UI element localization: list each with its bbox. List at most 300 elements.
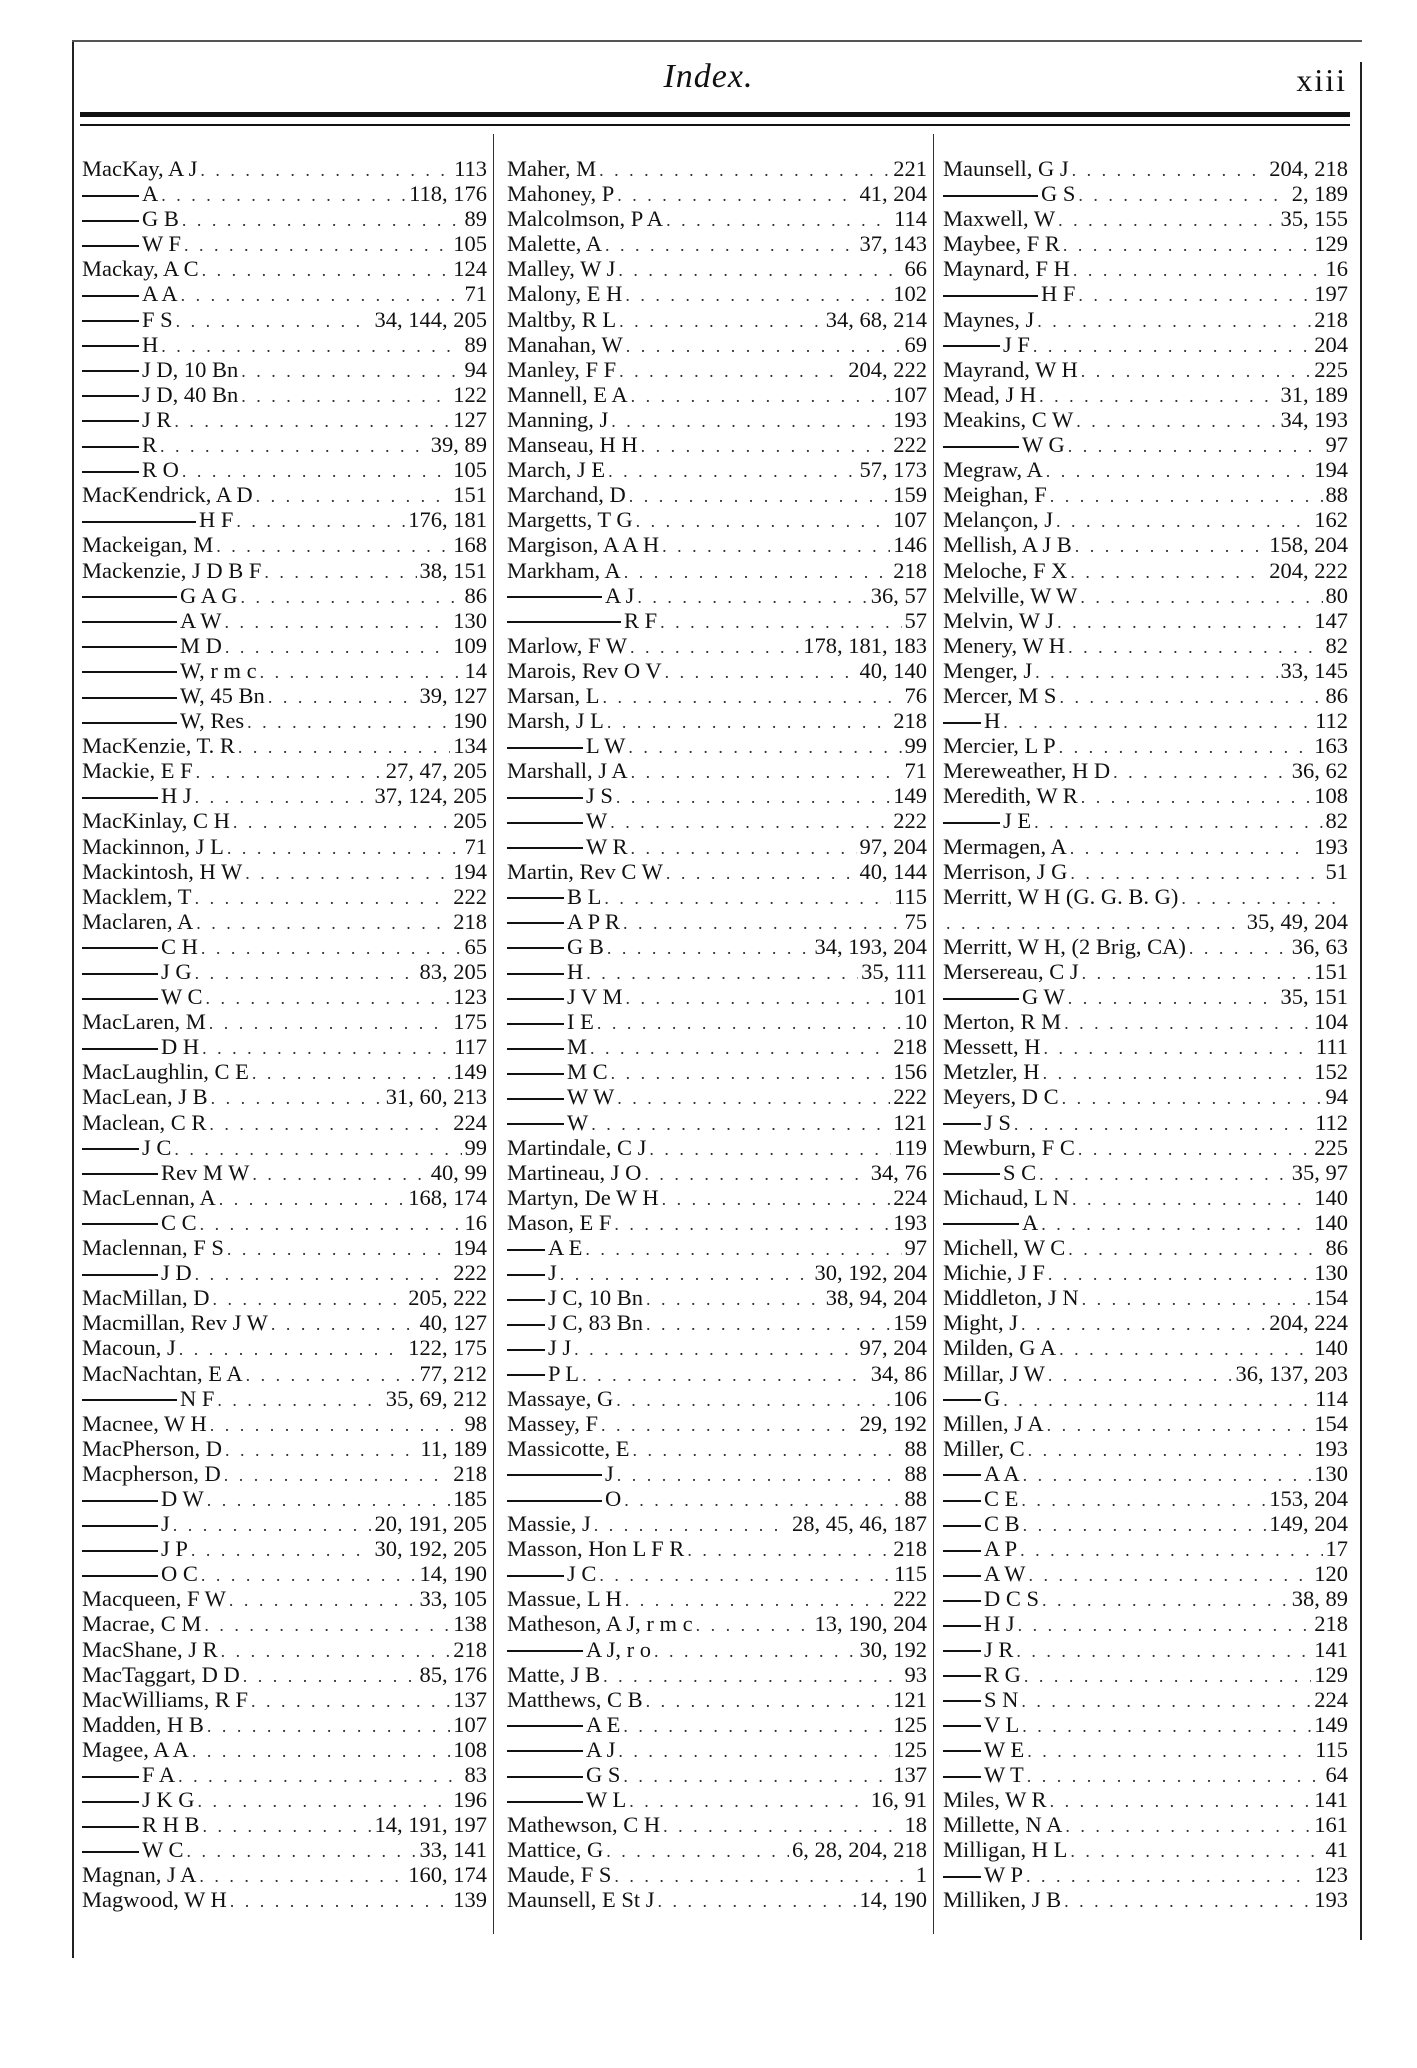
dot-leader xyxy=(227,1237,450,1260)
index-entry xyxy=(943,256,1348,281)
index-entry xyxy=(943,1637,1348,1662)
entry-name: Martyn, De W H xyxy=(507,1184,659,1210)
entry-pages: 33, 105 xyxy=(419,1586,487,1612)
index-entry xyxy=(943,1486,1348,1511)
index-entry xyxy=(82,884,487,909)
dot-leader xyxy=(1046,459,1311,482)
index-entry xyxy=(82,156,487,181)
entry-name: Menger, J xyxy=(943,657,1033,683)
entry-pages: 1 xyxy=(915,1862,927,1888)
ditto-dash xyxy=(507,596,602,598)
ditto-dash xyxy=(943,446,1019,448)
entry-pages: 35, 69, 212 xyxy=(385,1385,487,1411)
entry-pages: 218 xyxy=(893,557,927,583)
index-entry xyxy=(507,859,927,884)
index-entry xyxy=(507,332,927,357)
dot-leader xyxy=(195,785,372,808)
ditto-dash xyxy=(943,195,1038,197)
entry-name: Macoun, J xyxy=(82,1335,176,1361)
ditto-dash xyxy=(82,1826,139,1828)
entry-pages: 193 xyxy=(1314,833,1348,859)
entry-name: Mackeigan, M xyxy=(82,532,214,558)
index-entry xyxy=(507,808,927,833)
entry-name: G W xyxy=(1022,984,1065,1010)
index-entry xyxy=(82,934,487,959)
ditto-dash xyxy=(507,1725,583,1727)
index-entry xyxy=(943,482,1348,507)
index-entry xyxy=(82,1762,487,1787)
dot-leader xyxy=(195,961,417,984)
entry-name: J xyxy=(548,1260,557,1286)
dot-leader xyxy=(1063,233,1311,256)
dot-leader xyxy=(1056,509,1311,532)
ditto-dash xyxy=(507,1474,602,1476)
index-entry xyxy=(507,1637,927,1662)
entry-name: Middleton, J N xyxy=(943,1285,1079,1311)
dot-leader xyxy=(631,760,902,783)
entry-pages: 159 xyxy=(893,482,927,508)
entry-pages: 35, 111 xyxy=(861,959,927,984)
entry-name: Marsh, J L xyxy=(507,708,604,734)
entry-name: W P xyxy=(984,1862,1023,1888)
dot-leader xyxy=(599,158,890,181)
index-entry xyxy=(507,783,927,808)
entry-pages: 140 xyxy=(1314,1184,1348,1210)
entry-pages: 89 xyxy=(464,206,487,232)
dot-leader xyxy=(608,459,856,482)
dot-leader xyxy=(1059,735,1312,758)
index-entry xyxy=(82,1310,487,1335)
dot-leader xyxy=(1081,359,1311,382)
entry-name: Meighan, F xyxy=(943,482,1047,508)
entry-pages: 35, 97 xyxy=(1291,1159,1348,1185)
dot-leader xyxy=(1034,810,1322,833)
index-entry xyxy=(943,984,1348,1009)
index-entry xyxy=(943,532,1348,557)
index-entry xyxy=(507,1762,927,1787)
entry-pages: 168 xyxy=(453,532,487,558)
ditto-dash xyxy=(82,1851,139,1853)
index-entry xyxy=(82,959,487,984)
entry-name: J P xyxy=(161,1536,188,1562)
index-entry xyxy=(82,1110,487,1135)
index-entry xyxy=(943,1862,1348,1887)
dot-leader xyxy=(227,836,462,859)
entry-name: Mackay, A C xyxy=(82,256,199,282)
dot-leader xyxy=(666,861,857,884)
dot-leader xyxy=(1041,1212,1311,1235)
ditto-dash xyxy=(507,822,583,824)
entry-name: Massey, F xyxy=(507,1410,599,1436)
dot-leader xyxy=(1047,1413,1312,1436)
entry-pages: 218 xyxy=(453,908,487,934)
entry-pages: 107 xyxy=(893,507,927,533)
entry-pages: 39, 89 xyxy=(430,432,487,458)
dot-leader xyxy=(1020,1538,1322,1561)
entry-pages: 41 xyxy=(1325,1837,1348,1863)
index-entry xyxy=(507,1812,927,1837)
index-entry xyxy=(943,1411,1348,1436)
entry-pages: 34, 76 xyxy=(870,1159,927,1185)
entry-name: G S xyxy=(1041,181,1076,207)
entry-name: Melville, W W xyxy=(943,582,1078,608)
index-entry xyxy=(82,583,487,608)
ditto-dash xyxy=(943,1675,981,1677)
entry-pages: 222 xyxy=(893,1084,927,1110)
entry-name: C B xyxy=(984,1511,1020,1537)
entry-name: H xyxy=(567,959,584,984)
entry-pages: 193 xyxy=(893,406,927,432)
entry-pages: 65 xyxy=(464,933,487,959)
entry-pages: 149 xyxy=(1314,1711,1348,1737)
index-entry xyxy=(507,1712,927,1737)
entry-pages: 86 xyxy=(464,582,487,608)
dot-leader xyxy=(1044,1036,1313,1059)
index-entry xyxy=(943,1436,1348,1461)
index-entry xyxy=(82,1662,487,1687)
dot-leader xyxy=(209,1112,450,1135)
index-entry xyxy=(82,357,487,382)
entry-name: O C xyxy=(161,1561,198,1587)
entry-pages: 99 xyxy=(464,1134,487,1160)
entry-pages: 123 xyxy=(1314,1862,1348,1888)
entry-pages: 80 xyxy=(1325,582,1348,608)
index-entry xyxy=(507,884,927,909)
index-entry xyxy=(943,1235,1348,1260)
dot-leader xyxy=(1075,534,1266,557)
entry-name: Markham, A xyxy=(507,557,621,583)
dot-leader xyxy=(1048,1363,1233,1386)
ditto-dash xyxy=(82,1525,158,1527)
index-entry xyxy=(507,733,927,758)
ditto-dash xyxy=(82,220,139,222)
dot-leader xyxy=(599,1563,891,1586)
index-entry xyxy=(943,1536,1348,1561)
index-entry xyxy=(82,1461,487,1486)
dot-leader xyxy=(607,936,812,959)
entry-pages: 101 xyxy=(893,984,927,1010)
dot-leader xyxy=(1078,283,1311,306)
index-entry xyxy=(82,834,487,859)
entry-pages: 193 xyxy=(893,1209,927,1235)
entry-name: W W xyxy=(567,1084,615,1110)
entry-name: H J xyxy=(984,1611,1015,1637)
entry-name: J F xyxy=(1003,331,1030,357)
dot-leader xyxy=(597,1011,902,1034)
entry-name: MacKenzie, T. R xyxy=(82,733,235,759)
entry-name: Maclean, C R xyxy=(82,1109,207,1135)
entry-pages: 176, 181 xyxy=(408,507,487,533)
entry-name: Macnee, W H xyxy=(82,1410,207,1436)
dot-leader xyxy=(241,359,461,382)
entry-name: I E xyxy=(567,1009,594,1035)
entry-name: Meakins, C W xyxy=(943,406,1074,432)
entry-pages: 196 xyxy=(453,1787,487,1813)
ditto-dash xyxy=(943,1399,981,1401)
entry-name: Manseau, H H xyxy=(507,432,638,458)
dot-leader xyxy=(195,1262,451,1285)
entry-name: Margetts, T G xyxy=(507,507,633,533)
entry-name: M xyxy=(567,1034,588,1060)
dot-leader xyxy=(1070,861,1322,884)
dot-leader xyxy=(617,183,856,206)
entry-pages: 31, 189 xyxy=(1280,381,1348,407)
entry-name: J K G xyxy=(142,1787,195,1813)
entry-pages: 37, 143 xyxy=(859,231,927,257)
entry-name: MacLaughlin, C E xyxy=(82,1059,249,1085)
entry-pages: 152 xyxy=(1314,1059,1348,1085)
entry-name: R H B xyxy=(142,1812,200,1838)
entry-name: W xyxy=(586,808,608,834)
ditto-dash xyxy=(943,1725,981,1727)
entry-pages: 122 xyxy=(453,381,487,407)
index-entry xyxy=(943,181,1348,206)
index-entry xyxy=(943,457,1348,482)
entry-pages: 94 xyxy=(1325,1084,1348,1110)
index-entry xyxy=(82,1586,487,1611)
dot-leader xyxy=(607,710,890,733)
ditto-dash xyxy=(943,1550,981,1552)
index-entry xyxy=(507,1084,927,1109)
index-entry xyxy=(943,1762,1348,1787)
ditto-dash xyxy=(507,1750,583,1752)
index-entry xyxy=(82,532,487,557)
index-entry xyxy=(82,1135,487,1160)
index-entry xyxy=(943,808,1348,833)
dot-leader xyxy=(174,409,450,432)
entry-name: MacMillan, D xyxy=(82,1285,210,1311)
entry-pages: 71 xyxy=(464,833,487,859)
dot-leader xyxy=(611,1061,891,1084)
entry-pages: 218 xyxy=(1314,306,1348,332)
ditto-dash xyxy=(82,621,177,623)
index-entry xyxy=(943,884,1348,909)
dot-leader xyxy=(617,1086,890,1109)
entry-name: Malette, A xyxy=(507,231,602,257)
dot-leader xyxy=(199,1864,405,1887)
index-entry xyxy=(507,1436,927,1461)
dot-leader xyxy=(616,785,890,808)
entry-name: Maybee, F R xyxy=(943,231,1060,257)
entry-pages: 151 xyxy=(1314,959,1348,984)
entry-pages: 99 xyxy=(904,733,927,759)
entry-pages: 97 xyxy=(1325,432,1348,458)
entry-pages: 204, 218 xyxy=(1269,156,1348,181)
dot-leader xyxy=(590,1036,890,1059)
index-entry xyxy=(507,256,927,281)
entry-name: Maxwell, W xyxy=(943,206,1056,232)
entry-name: Meyers, D C xyxy=(943,1084,1059,1110)
index-entry xyxy=(507,934,927,959)
ditto-dash xyxy=(82,722,177,724)
entry-name: Maltby, R L xyxy=(507,306,617,332)
dot-leader xyxy=(649,1137,891,1160)
ditto-dash xyxy=(507,1274,545,1276)
dot-leader xyxy=(238,735,450,758)
dot-leader xyxy=(160,434,428,457)
entry-name: Magnan, J A xyxy=(82,1862,197,1888)
page-border-top xyxy=(72,40,1362,42)
ditto-dash xyxy=(507,621,621,623)
dot-leader xyxy=(1070,560,1266,583)
index-entry xyxy=(507,633,927,658)
entry-name: A P xyxy=(984,1536,1018,1562)
dot-leader xyxy=(624,560,891,583)
dot-leader xyxy=(594,1513,789,1536)
dot-leader xyxy=(616,1388,890,1411)
index-entry xyxy=(82,1486,487,1511)
entry-pages: 225 xyxy=(1314,1134,1348,1160)
entry-pages: 83 xyxy=(464,1762,487,1787)
index-entry xyxy=(82,1862,487,1887)
entry-pages: 40, 140 xyxy=(859,657,927,683)
entry-pages: 139 xyxy=(453,1887,487,1913)
dot-leader xyxy=(1065,1814,1311,1837)
index-entry xyxy=(507,658,927,683)
dot-leader xyxy=(1048,1262,1311,1285)
dot-leader xyxy=(1023,1463,1312,1486)
entry-name: Maclennan, F S xyxy=(82,1235,224,1261)
index-entry xyxy=(82,1009,487,1034)
entry-name: Mellish, A J B xyxy=(943,532,1072,558)
index-entry xyxy=(507,1787,927,1812)
index-entry xyxy=(82,1260,487,1285)
entry-name: V L xyxy=(984,1711,1020,1737)
entry-name: W, r m c xyxy=(180,657,257,683)
entry-name: A E xyxy=(586,1711,621,1737)
index-entry xyxy=(507,507,927,532)
entry-pages: 51 xyxy=(1325,858,1348,884)
entry-name: Meloche, F X xyxy=(943,557,1068,583)
dot-leader xyxy=(200,158,451,181)
entry-name: A W xyxy=(180,607,222,633)
dot-leader xyxy=(252,1162,427,1185)
dot-leader xyxy=(1082,961,1312,984)
entry-name: J S xyxy=(984,1109,1011,1135)
entry-pages: 66 xyxy=(904,256,927,282)
ditto-dash xyxy=(943,1650,981,1652)
ditto-dash xyxy=(82,521,196,523)
dot-leader xyxy=(1068,434,1323,457)
index-entry xyxy=(507,1361,927,1386)
entry-name: Michaud, L N xyxy=(943,1184,1070,1210)
entry-name: L W xyxy=(586,733,626,759)
entry-name: G A G xyxy=(180,582,238,608)
dot-leader xyxy=(225,635,450,658)
dot-leader xyxy=(1016,1639,1311,1662)
entry-name: D C S xyxy=(984,1586,1040,1612)
ditto-dash xyxy=(943,1876,981,1878)
dot-leader xyxy=(1003,710,1312,733)
entry-pages: 222 xyxy=(893,432,927,458)
entry-name: Mackenzie, J D B F xyxy=(82,557,262,583)
dot-leader xyxy=(1039,384,1277,407)
index-entry xyxy=(82,307,487,332)
dot-leader xyxy=(217,1388,382,1411)
dot-leader xyxy=(1058,208,1277,231)
dot-leader xyxy=(256,484,451,507)
dot-leader xyxy=(1043,1061,1312,1084)
entry-name: Maunsell, G J xyxy=(943,156,1069,181)
entry-pages: 69 xyxy=(904,331,927,357)
entry-name: A E xyxy=(548,1235,583,1261)
entry-name: Mead, J H xyxy=(943,381,1037,407)
dot-leader xyxy=(211,1086,383,1109)
entry-pages: 28, 45, 46, 187 xyxy=(792,1511,927,1537)
index-entry xyxy=(943,1737,1348,1762)
dot-leader xyxy=(606,1839,789,1862)
entry-pages: 38, 89 xyxy=(1291,1586,1348,1612)
entry-pages: 141 xyxy=(1314,1787,1348,1813)
index-entry xyxy=(82,808,487,833)
dot-leader xyxy=(628,735,901,758)
entry-name: R O xyxy=(142,457,179,483)
entry-pages: 185 xyxy=(453,1485,487,1511)
entry-name: Mathewson, C H xyxy=(507,1812,661,1838)
dot-leader xyxy=(202,258,451,281)
ditto-dash xyxy=(943,1575,981,1577)
entry-pages: 75 xyxy=(904,908,927,934)
index-entry xyxy=(943,1160,1348,1185)
entry-pages: 64 xyxy=(1325,1762,1348,1787)
entry-pages: 121 xyxy=(893,1686,927,1712)
dot-leader xyxy=(624,1488,901,1511)
entry-pages: 205 xyxy=(453,808,487,834)
dot-leader xyxy=(1014,1112,1312,1135)
entry-name: MacTaggart, D D xyxy=(82,1661,240,1687)
entry-name: A J, r o xyxy=(586,1636,652,1662)
dot-leader xyxy=(245,861,450,884)
entry-pages: 14 xyxy=(464,657,487,683)
ditto-dash xyxy=(82,797,158,799)
dot-leader xyxy=(225,1438,417,1461)
entry-pages: 108 xyxy=(1314,783,1348,809)
entry-name: Messett, H xyxy=(943,1034,1041,1060)
entry-name: Melvin, W J xyxy=(943,607,1055,633)
dot-leader xyxy=(1050,484,1323,507)
entry-name: F S xyxy=(142,306,173,332)
dot-leader xyxy=(1021,1689,1311,1712)
dot-leader xyxy=(1064,1011,1311,1034)
entry-pages: 153, 204 xyxy=(1269,1485,1348,1511)
index-entry xyxy=(943,1712,1348,1737)
dot-leader xyxy=(1062,1086,1323,1109)
entry-pages: 159 xyxy=(893,1310,927,1336)
entry-pages: 205, 222 xyxy=(408,1285,487,1311)
dot-leader xyxy=(1028,1438,1312,1461)
entry-name: Margison, A A H xyxy=(507,532,660,558)
index-entry xyxy=(82,507,487,532)
entry-name: Mayrand, W H xyxy=(943,356,1078,382)
index-entry xyxy=(507,1662,927,1687)
dot-leader xyxy=(1027,1764,1323,1787)
dot-leader xyxy=(229,1588,417,1611)
entry-pages: 163 xyxy=(1314,733,1348,759)
entry-pages: 121 xyxy=(893,1109,927,1135)
index-entry xyxy=(507,984,927,1009)
dot-leader xyxy=(1078,1137,1311,1160)
dot-leader xyxy=(660,610,901,633)
entry-pages: 122, 175 xyxy=(408,1335,487,1361)
index-entry xyxy=(82,1335,487,1360)
index-entry xyxy=(82,231,487,256)
entry-pages: 194 xyxy=(453,1235,487,1261)
index-entry xyxy=(507,1260,927,1285)
index-entry xyxy=(82,407,487,432)
entry-pages: 112 xyxy=(1315,708,1348,734)
page-number: xiii xyxy=(1296,62,1347,98)
dot-leader xyxy=(205,986,450,1009)
